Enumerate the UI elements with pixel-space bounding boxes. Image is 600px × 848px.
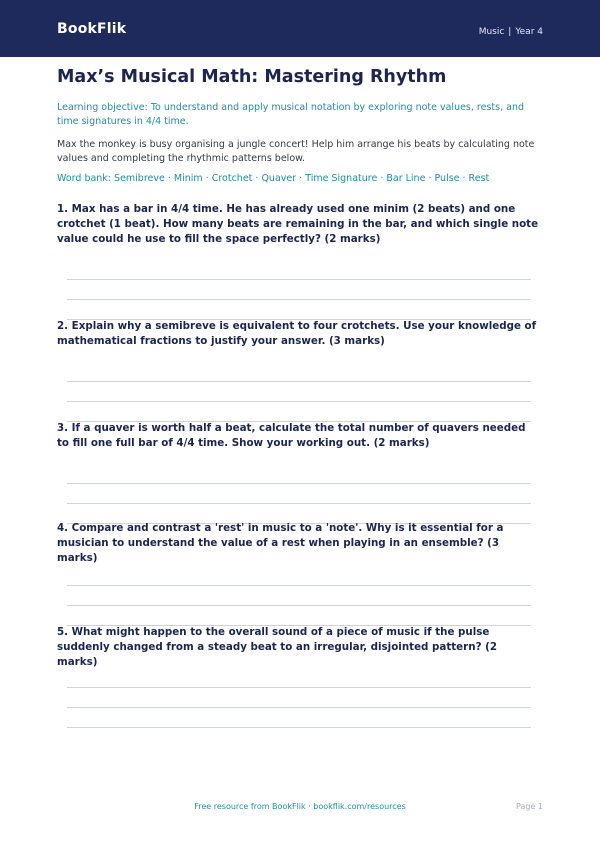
question-1: 1. Max has a bar in 4/4 time. He has already used one minim (2 beats) and one crotchet (1 beat). How many beats are remaining in the bar, and which single note value could he use to fill the space perfectly? (2 marks) — [57, 203, 539, 245]
answer-line[interactable] — [67, 707, 531, 708]
intro-text: Max the monkey is busy organising a jungle concert! Help him arrange his beats by calculating note values and completing the rhythmic patterns below. — [57, 139, 535, 164]
brand-logo-text: BookFlik — [57, 21, 127, 37]
answer-line[interactable] — [67, 585, 531, 586]
worksheet-title: Max’s Musical Math: Mastering Rhythm — [57, 67, 447, 87]
page-header — [0, 0, 600, 57]
word-bank: Word bank: Semibreve · Minim · Crotchet · Quaver · Time Signature · Bar Line · Pulse · Rest — [57, 173, 490, 184]
question-3: 3. If a quaver is worth half a beat, calculate the total number of quavers needed to fill one full bar of 4/4 time. Show your working out. (2 marks) — [57, 422, 526, 449]
question-2: 2. Explain why a semibreve is equivalent to four crotchets. Use your knowledge of mathematical fractions to justify your answer. (3 marks) — [57, 320, 537, 347]
answer-line[interactable] — [67, 687, 531, 688]
year-label: Year 4 — [515, 27, 543, 37]
answer-line[interactable] — [67, 503, 531, 504]
subject-year-label — [479, 28, 543, 37]
page-number: Page 1 — [516, 802, 543, 811]
answer-line[interactable] — [67, 605, 531, 606]
answer-line[interactable] — [67, 279, 531, 280]
footer-credit: Free resource from BookFlik · bookflik.com/resources — [194, 802, 406, 811]
answer-line[interactable] — [67, 401, 531, 402]
learning-objective: Learning objective: To understand and apply musical notation by exploring note values, rests, and time signatures in 4/4 time. — [57, 102, 525, 127]
answer-line[interactable] — [67, 381, 531, 382]
subject-label: Music — [478, 27, 505, 37]
question-4: 4. Compare and contrast a 'rest' in music to a 'note'. Why is it essential for a musician to understand the value of a rest when playing in an ensemble? (3 marks) — [57, 522, 504, 564]
answer-line[interactable] — [67, 727, 531, 728]
answer-line[interactable] — [67, 483, 531, 484]
meta-separator: | — [508, 27, 512, 37]
answer-line[interactable] — [67, 299, 531, 300]
question-5: 5. What might happen to the overall sound of a piece of music if the pulse suddenly changed from a steady beat to an irregular, disjointed pattern? (2 marks) — [57, 626, 497, 668]
